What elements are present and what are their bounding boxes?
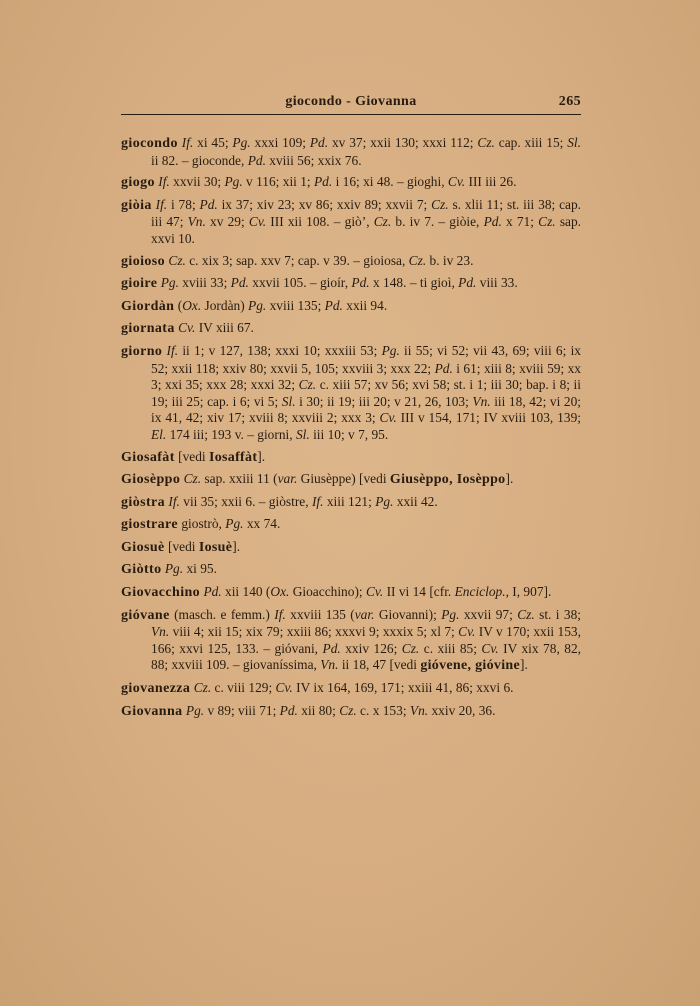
entry-text: viii 4; xii 15; xix 79; xxiii 86; xxxvi 9; xxxix 5; xl 7; [169, 624, 459, 640]
entry-headword: gioioso [121, 253, 166, 269]
cross-reference: Iosuè [198, 539, 233, 555]
entry-headword: giòstra [121, 494, 166, 510]
running-header [121, 94, 581, 114]
work-abbreviation: Cv. [248, 214, 267, 230]
work-abbreviation: Ox. [182, 297, 202, 313]
entry-text: III v 154, 171; IV xviii 103, 139; [396, 410, 581, 426]
work-abbreviation: Cv. [178, 320, 196, 336]
work-abbreviation: If. [166, 342, 179, 358]
entry [121, 174, 581, 192]
work-abbreviation: Cv. [379, 410, 397, 426]
entry-text: iii 10; v 7, 95. [309, 426, 389, 442]
entry-text: xxvii 105. – gioír, [248, 275, 352, 291]
work-abbreviation: Cv. [481, 640, 499, 656]
entry-text: ]. [505, 471, 514, 487]
entry-text: IV v 170; xxii 153, 166; xxvi 125, 133. – gióvani, [151, 624, 581, 656]
entry [121, 343, 581, 444]
entry-text: xv 29; [205, 214, 249, 230]
entry-text: ii 1; v 127, 138; xxxi 10; xxxiii 53; [178, 342, 382, 358]
work-abbreviation: Pd. [314, 174, 333, 190]
entry-text: xi 95. [183, 561, 217, 577]
entry [121, 539, 581, 557]
entry-text: xii 140 ( [221, 584, 271, 600]
entry-headword: giovanezza [121, 681, 191, 697]
work-abbreviation: Pd. [458, 275, 477, 291]
work-abbreviation: If. [274, 606, 286, 622]
entry-text: b. iv 23. [426, 252, 474, 268]
entry-text: Giovanni); [374, 606, 442, 622]
entry-text: vii 35; xxii 6. – giòstre, [179, 493, 312, 509]
work-abbreviation: Pg. [160, 275, 179, 291]
work-abbreviation: Cv. [365, 584, 384, 600]
entry-text: (masch. e femm.) [174, 606, 275, 622]
work-abbreviation: Cz. [517, 606, 535, 622]
work-abbreviation: Pd. [230, 275, 249, 291]
entry-text: III iii 26. [465, 174, 517, 190]
work-abbreviation: var. [354, 606, 375, 622]
entry-text: xxii 42. [393, 493, 438, 509]
entry-text: xviii 135; [266, 297, 325, 313]
entry-text: IV ix 164, 169, 171; xxiii 41, 86; xxvi 6. [292, 680, 514, 696]
entry-text: Jordàn) [201, 297, 249, 313]
entry-text: c. x 153; [356, 702, 410, 718]
entry-text: ( [177, 297, 183, 313]
work-abbreviation: El. [151, 426, 167, 442]
work-abbreviation: Vn. [151, 624, 170, 640]
entry-text: xxxi 109; [250, 135, 310, 150]
work-abbreviation: Cv. [447, 174, 466, 190]
entry-text: xxvii 30; [169, 174, 225, 190]
work-abbreviation: Pg. [375, 493, 394, 509]
work-abbreviation: Cz. [168, 252, 186, 268]
entry-text: xii 80; [297, 702, 340, 718]
entry-text: ]. [520, 657, 528, 673]
entry-text: Giusèppe) [vedi [297, 471, 390, 487]
entry-text: giostrò, [181, 516, 226, 532]
entry-text: sap. xxiii 11 ( [201, 471, 278, 487]
entry-text: i 61; xiii 8; xviii 59; xx 3; xxi 35; xxx 28; xxxi 32; [151, 360, 582, 393]
entry-text: xiii 121; [323, 493, 376, 509]
work-abbreviation: Pg. [441, 606, 460, 622]
work-abbreviation: Cz. [373, 214, 392, 230]
entry [121, 561, 581, 579]
entry-text: xi 45; [193, 135, 233, 150]
work-abbreviation: If. [158, 174, 170, 190]
work-abbreviation: If. [311, 493, 324, 509]
entry-text: st. i 38; [534, 606, 581, 622]
entry-headword: Giosafàt [121, 449, 175, 465]
entry-headword: giostrare [121, 517, 178, 533]
entry-text: c. xiii 57; xv 56; xvi 58; st. i 1; iii 30; bap. i 8; ii 19; iii 25; cap. i 6; vi 5; [151, 377, 581, 409]
work-abbreviation: Sl. [295, 426, 310, 442]
header-rule [121, 114, 581, 115]
entry [121, 494, 581, 512]
entry-headword: giornata [121, 321, 175, 337]
work-abbreviation: Sl. [281, 393, 296, 409]
work-abbreviation: Pd. [309, 135, 329, 150]
entry-text: v 89; viii 71; [204, 702, 280, 718]
entry-text: IV xix 78, 82, 88; xxviii 109. – giovaníssima, [151, 640, 582, 673]
work-abbreviation: Vn. [409, 702, 429, 718]
work-abbreviation: Cz. [431, 196, 449, 212]
entry-text: Gioacchino); [289, 584, 366, 600]
entry-text: c. xiii 85; [419, 640, 482, 656]
entry-headword: giorno [121, 343, 163, 359]
work-abbreviation: Pd. [203, 584, 222, 600]
page-number: 265 [558, 94, 581, 109]
entry-headword: giòia [121, 197, 152, 213]
entry-headword: Giordàn [121, 298, 175, 314]
entry [121, 680, 581, 698]
work-abbreviation: Vn. [472, 393, 491, 409]
entry-text: viii 33. [476, 275, 518, 291]
work-abbreviation: Cz. [408, 252, 427, 268]
work-abbreviation: Cz. [401, 640, 420, 656]
entry [121, 516, 581, 534]
work-abbreviation: Pg. [232, 135, 251, 150]
entry-text: xxii 94. [342, 297, 388, 313]
entry-headword: Giosuè [121, 539, 165, 555]
entry-text: b. iv 7. – giòie, [391, 214, 484, 230]
work-abbreviation: Cz. [477, 135, 495, 150]
entry-text: ]. [257, 448, 266, 464]
entry [121, 449, 581, 467]
entry-text: III xii 108. – giò’, [266, 214, 374, 230]
entry-text: ix 37; xiv 23; xv 86; xxiv 89; xxvii 7; [217, 196, 432, 212]
entry-headword: Giovacchino [121, 585, 201, 601]
entry-headword: giogo [121, 175, 155, 191]
work-abbreviation: Vn. [187, 214, 206, 230]
work-abbreviation: Sl. [567, 135, 581, 150]
entry-text: c. xix 3; sap. xxv 7; cap. v 39. – gioiosa, [185, 252, 409, 268]
cross-reference: Giusèppo, Iosèppo [389, 472, 506, 488]
entry-text: xxiv 126; [340, 640, 402, 656]
work-abbreviation: Pd. [199, 196, 218, 212]
work-abbreviation: Cv. [275, 680, 293, 696]
entry-text: xx 74. [243, 516, 281, 532]
entry-text: i 30; ii 19; iii 20; v 21, 26, 103; [295, 393, 473, 409]
entries [121, 135, 581, 720]
entry-text: sap. xxvi 10. [151, 214, 582, 246]
entry-headword: Giovanna [121, 703, 183, 719]
work-abbreviation: Cz. [193, 680, 212, 696]
entry-headword: gióvane [121, 607, 170, 623]
entry-text: xxvii 97; [459, 606, 518, 622]
work-abbreviation: If. [181, 135, 194, 150]
entry [121, 584, 581, 602]
entry-text: 174 iii; 193 v. – giorni, [166, 426, 296, 442]
work-abbreviation: Pd. [247, 152, 266, 168]
entry-text: xv 37; xxii 130; xxxi 112; [328, 135, 478, 150]
entry-headword: Giosèppo [121, 472, 181, 488]
entry-text: ii 18, 47 [vedi [338, 657, 421, 673]
work-abbreviation: Cz. [298, 377, 317, 393]
work-abbreviation: Pd. [483, 214, 502, 230]
work-abbreviation: Pg. [185, 702, 205, 718]
work-abbreviation: Pg. [225, 516, 244, 532]
entry-text: xviii 56; xxix 76. [265, 152, 362, 168]
work-abbreviation: If. [168, 493, 180, 509]
cross-reference: gióvene, gióvine [420, 658, 520, 674]
entry-text: iii 18, 42; vi 20; ix 41, 42; xiv 17; xviii 8; xxviii 2; xxx 3; [151, 393, 581, 426]
entry [121, 275, 581, 293]
work-abbreviation: Pd. [322, 640, 341, 656]
work-abbreviation: Pg. [248, 297, 267, 313]
work-abbreviation: Vn. [320, 657, 339, 673]
work-abbreviation: Pd. [279, 702, 298, 718]
entry-text: I, 907]. [508, 584, 552, 600]
work-abbreviation: Cv. [458, 624, 476, 640]
work-abbreviation: Enciclop., [454, 584, 509, 600]
entry-headword: gioire [121, 276, 158, 292]
work-abbreviation: Cz. [183, 471, 202, 487]
entry-text: xviii 33; [178, 275, 231, 291]
entry [121, 253, 581, 271]
entry-text: xxiv 20, 36. [428, 702, 496, 718]
header-title: giocondo - Giovanna [285, 94, 417, 109]
entry-text: x 148. – ti gioì, [369, 275, 459, 291]
entry-text: x 71; [501, 214, 539, 230]
work-abbreviation: Pg. [224, 174, 243, 190]
entry-text: ii 55; vi 52; vii 43, 69; viii 6; ix 52; xxii 118; xxiv 80; xxvii 5, 105; xxviii 3; xxx 22; [151, 342, 581, 376]
entry [121, 298, 581, 316]
entry-text: cap. xiii 15; [494, 135, 568, 150]
work-abbreviation: Cz. [538, 214, 556, 230]
entry-text: ii 82. – gioconde, [151, 152, 248, 168]
work-abbreviation: Pd. [434, 360, 453, 376]
entry-text: IV xiii 67. [195, 320, 254, 336]
entry-text: [vedi [168, 538, 199, 554]
work-abbreviation: Pg. [164, 561, 184, 577]
entry-headword: Giòtto [121, 562, 162, 578]
work-abbreviation: Pd. [351, 275, 370, 291]
work-abbreviation: var. [277, 471, 298, 487]
work-abbreviation: Cz. [339, 702, 357, 718]
entry [121, 320, 581, 338]
entry [121, 471, 581, 489]
entry-text: [vedi [178, 448, 209, 464]
work-abbreviation: Pd. [324, 297, 343, 313]
entry-text: v 116; xii 1; [242, 174, 314, 190]
entry-text: s. xlii 11; st. iii 38; cap. iii 47; [151, 196, 581, 230]
entry [121, 607, 581, 675]
entry [121, 197, 581, 248]
entry-text: xxviii 135 ( [285, 606, 355, 622]
entry [121, 703, 581, 721]
entry-text: i 78; [167, 196, 200, 212]
entry-text: II vi 14 [cfr. [383, 584, 455, 600]
entry-text: c. viii 129; [211, 680, 276, 696]
entry-text: ]. [232, 538, 241, 554]
work-abbreviation: Ox. [270, 584, 290, 600]
page-content [121, 94, 581, 725]
work-abbreviation: If. [155, 196, 168, 212]
work-abbreviation: Pg. [381, 342, 400, 358]
entry [121, 135, 581, 169]
cross-reference: Iosaffàt [209, 449, 258, 465]
entry-headword: giocondo [121, 136, 178, 151]
entry-text: i 16; xi 48. – gioghi, [332, 174, 448, 190]
